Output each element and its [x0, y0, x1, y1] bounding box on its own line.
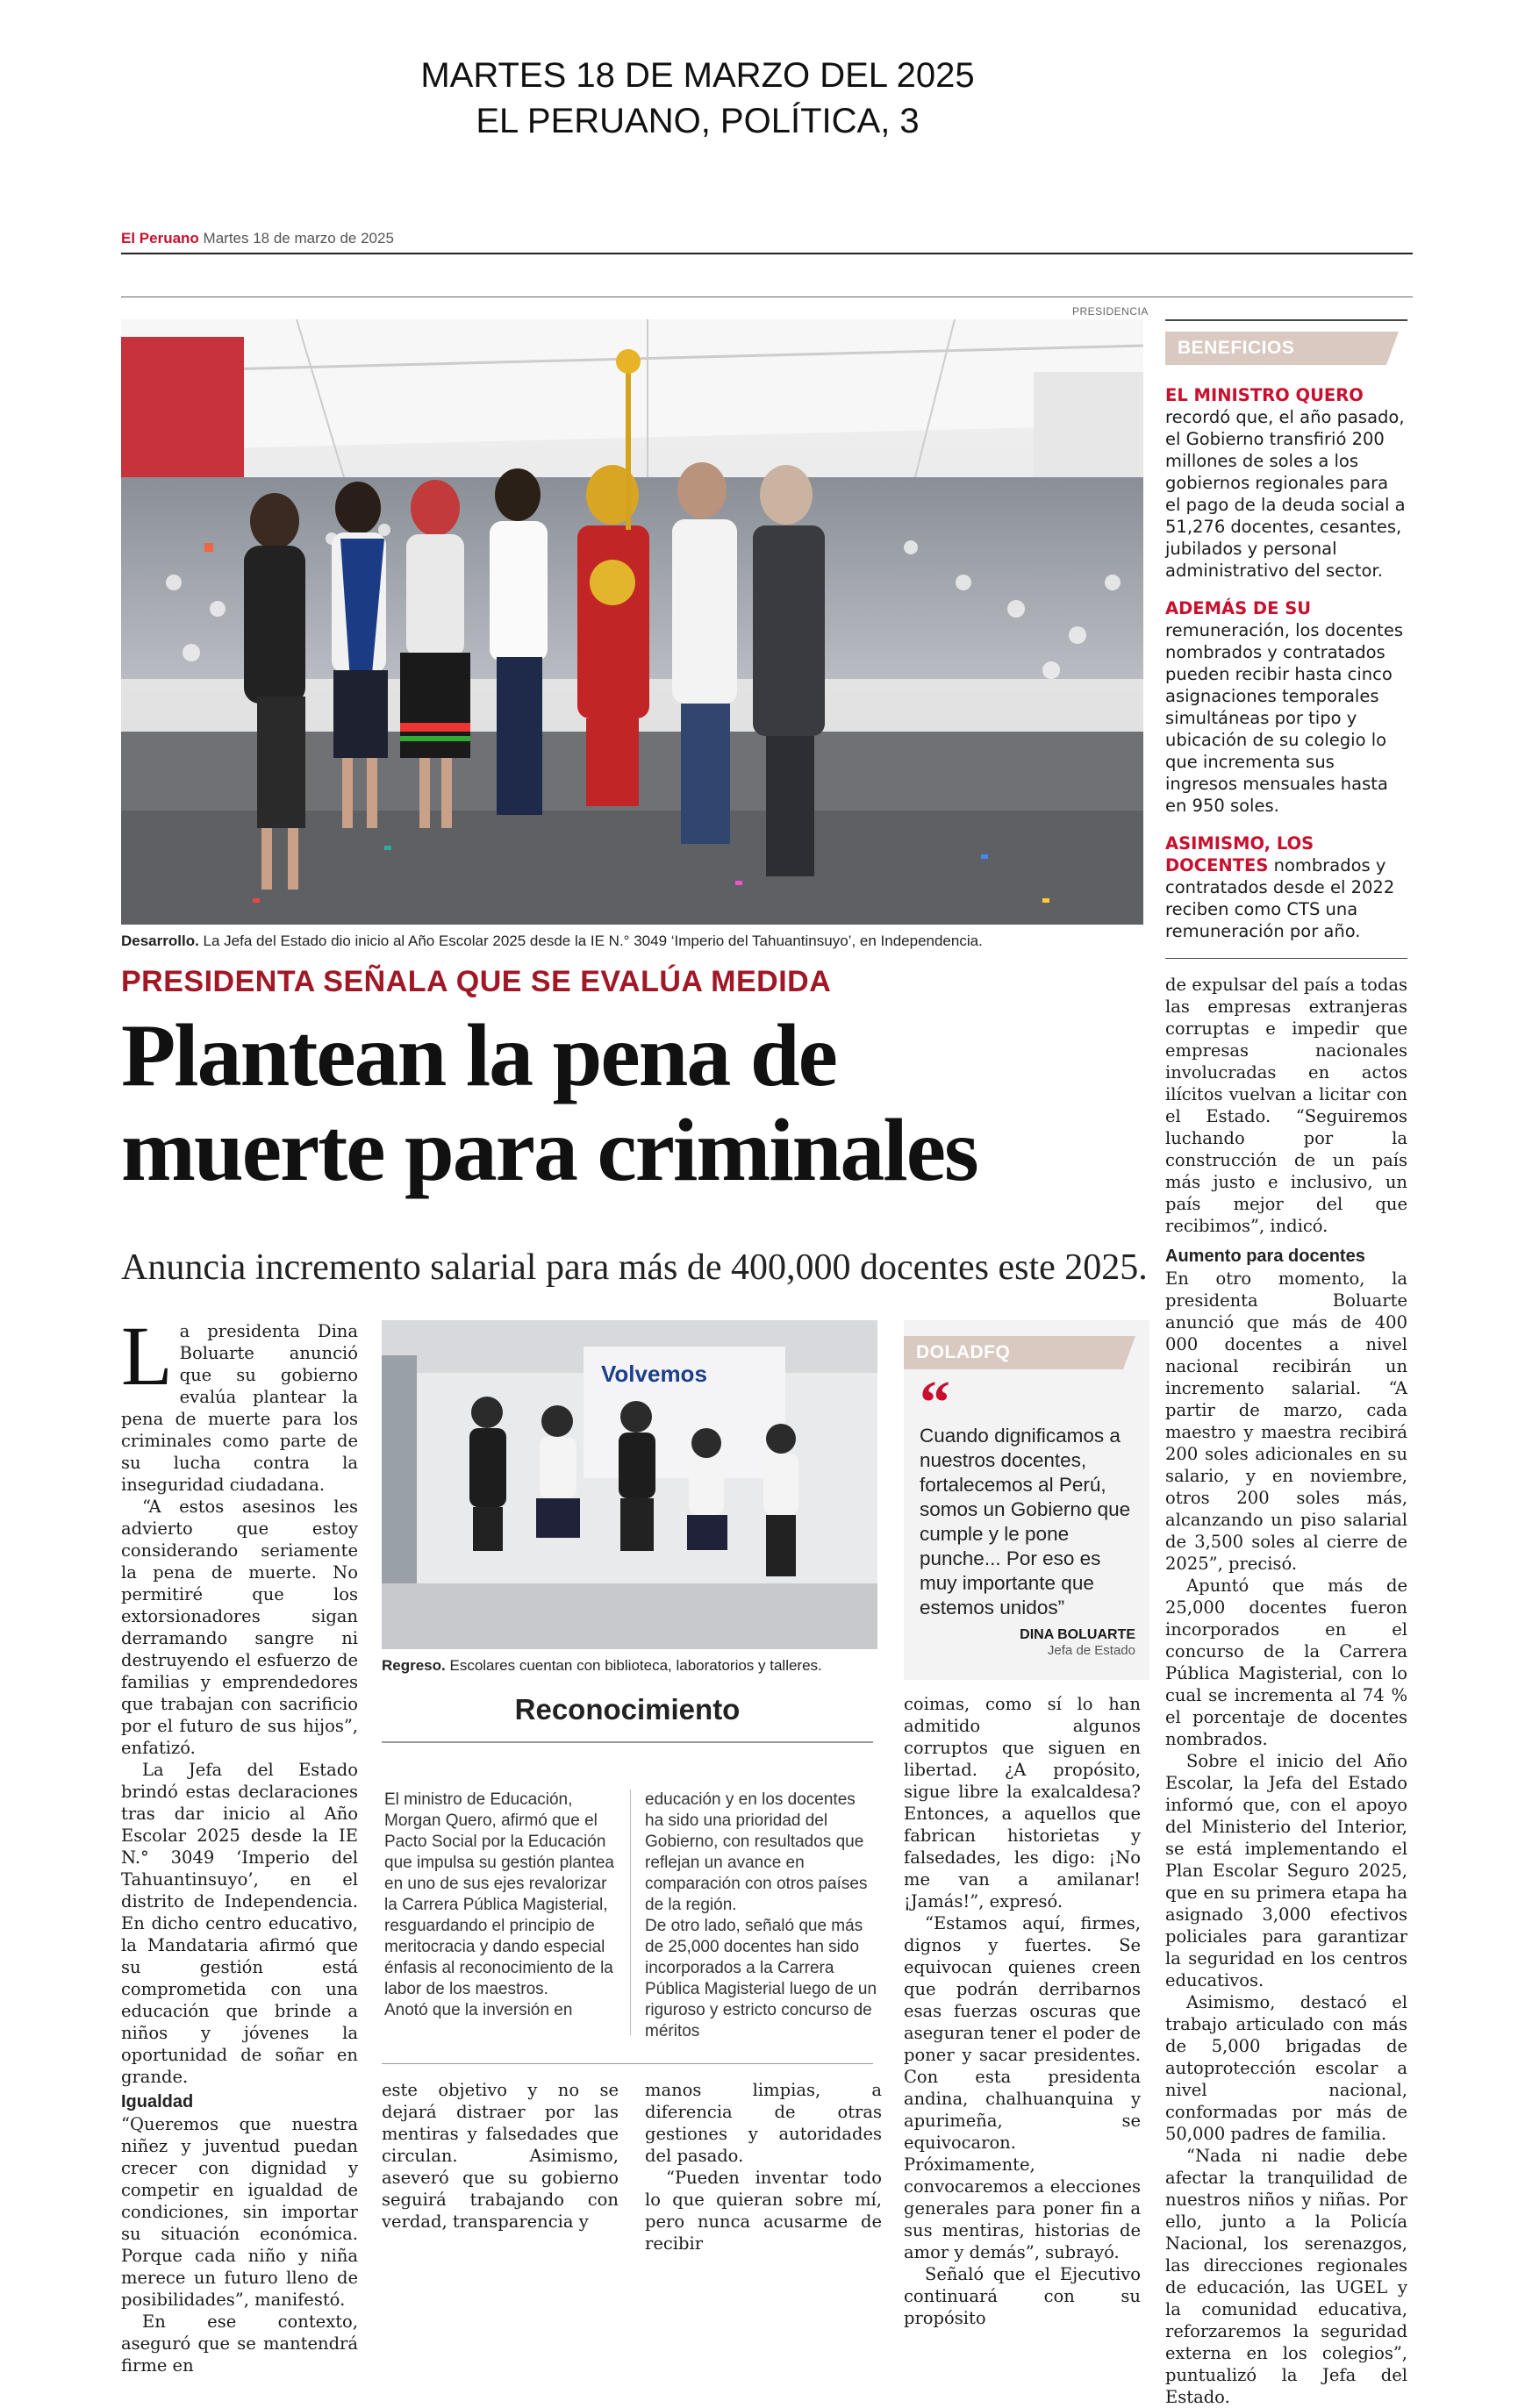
second-photo-illustration [382, 1320, 877, 1649]
article-column-3 [645, 2079, 882, 2254]
beneficios-lead: ADEMÁS DE SU [1165, 598, 1312, 618]
paragraph: Sobre el inicio del Año Escolar, la Jefa del Estado informó que, con el apoyo del Ministerio del Interior, se está implementando el Plan Escolar Seguro 2025, que en su primera etapa ha asignado 3,000 efectivos policiales para garantizar la seguridad en los centros educativos. [1165, 1751, 1407, 1990]
column-divider [630, 1790, 631, 2035]
caption-label: Regreso. [382, 1657, 446, 1674]
header-date-line: MARTES 18 DE MARZO DEL 2025 [420, 56, 975, 95]
running-head [121, 230, 394, 247]
beneficios-text: remuneración, los docentes nombrados y contratados pueden recibir hasta cinco asignaciones temporales simultáneas por tipo y ubicación de su colegio lo que incrementa sus ingresos mensuales hasta en 950 soles. [1165, 620, 1403, 816]
paragraph: En ese contexto, aseguró que se mantendrá firme en [121, 2312, 358, 2376]
reconocimiento-text: Anotó que la inversión en [384, 2001, 573, 2019]
headline-line-2: muerte para criminales [121, 1101, 977, 1200]
paragraph: “Pueden inventar todo lo que quieran sobre mí, pero nunca acusarme de recibir [645, 2168, 882, 2254]
beneficios-body [1165, 384, 1407, 942]
top-rule [121, 253, 1413, 254]
reconocimiento-text: educación y en los docentes ha sido una prioridad del Gobierno, con resultados que reflejan un avance en comparación con otros países de la región. [645, 1790, 868, 1914]
running-head-date: Martes 18 de marzo de 2025 [203, 230, 394, 247]
paragraph: manos limpias, a diferencia de otras gestiones y autoridades del pasado. [645, 2080, 882, 2166]
main-photo-caption [121, 932, 1143, 951]
paragraph: “A estos asesinos les advierto que estoy considerando seriamente la pena de muerte. No permitiré que los extorsionadores sigan derramando sangre ni destruyendo el esfuerzo de familias y emprendedores que trabajan con sacrificio por el futuro de sus hijos”, enfatizó. [121, 1497, 358, 1758]
paragraph: Señaló que el Ejecutivo continuará con su propósito [904, 2264, 1141, 2328]
paragraph: Apuntó que más de 25,000 docentes fueron incorporados en el concurso de la Carrera Pública Magisterial, con lo cual se incrementa al 74 % el porcentaje de docentes nombrados. [1165, 1576, 1407, 1749]
reconocimiento-text: De otro lado, señaló que más de 25,000 docentes han sido incorporados a la Carrera Pública Magisterial luego de un riguroso y estricto concurso de méritos [645, 1917, 877, 2040]
quote-text: Cuando dignificamos a nuestros docentes, fortalecemos al Perú, somos un Gobierno que cumple y le pone punche... Por eso es muy importante que estemos unidos” [920, 1425, 1131, 1618]
beneficios-lead: EL MINISTRO QUERO [1165, 385, 1364, 405]
quote-box [904, 1320, 1149, 1680]
article-column-5 [1165, 974, 1407, 2408]
main-photo [121, 319, 1143, 925]
beneficios-item [1165, 832, 1407, 942]
second-photo [382, 1320, 877, 1649]
headline-line-1: Plantean la pena de [121, 1006, 836, 1105]
subheading: Aumento para docentes [1165, 1247, 1365, 1266]
reconocimiento-col-b [645, 1790, 877, 2042]
paragraph: “Nada ni nadie debe afectar la tranquilidad de nuestros niños y niñas. Por ello, junto a la Policía Nacional, los serenazgos, las direcciones regionales de educación, las UGEL y la comunidad educativa, reforzaremos la seguridad externa en los colegios”, puntualizó la Jefa del Estado. [1165, 2146, 1407, 2407]
caption-text: Escolares cuentan con biblioteca, laboratorios y talleres. [449, 1657, 822, 1674]
drop-cap: L [121, 1309, 173, 1403]
brand-name: El Peruano [121, 230, 199, 247]
beneficios-item [1165, 597, 1407, 817]
beneficios-tag: BENEFICIOS [1165, 332, 1386, 365]
headline [121, 1006, 1156, 1200]
quote-mark-icon: “ [920, 1369, 950, 1437]
quote-role: Jefa de Estado [1047, 1643, 1135, 1658]
page-header [0, 53, 1395, 144]
paragraph: En otro momento, la presidenta Boluarte anunció que más de 400 000 docentes a nivel nacional recibirán un incremento salarial. “A partir de marzo, cada maestro y maestra recibirá 200 soles adicionales en su salario, y en noviembre, otros 200 soles más, alcanzando un piso salarial de 3,500 soles al cierre de 2025”, precisó. [1165, 1268, 1407, 1574]
paragraph: Asimismo, destacó el trabajo articulado con más de 5,000 brigadas de autoprotección escolar a nivel nacional, conformadas por más de 50,000 padres de familia. [1165, 1992, 1407, 2144]
beneficios-text: recordó que, el año pasado, el Gobierno transfirió 200 millones de soles a los gobiernos regionales para el pago de la deuda social a 51,276 docentes, cesantes, jubilados y personal administrativo del sector. [1165, 407, 1406, 581]
sidebar-bottom-rule [1165, 958, 1407, 959]
sidebar-top-rule [1165, 319, 1407, 321]
photo-credit: PRESIDENCIA [1072, 305, 1149, 318]
reconocimiento-rule [382, 1741, 873, 1743]
paragraph: “Queremos que nuestra niñez y juventud puedan crecer con dignidad y competir en igualdad de condiciones, sin importar su situación económica. Porque cada niño y niña merece un futuro lleno de posibilidades”, manifestó. [121, 2114, 358, 2310]
beneficios-text: nombrados y contratados desde el 2022 reciben como CTS una remuneración por año. [1165, 855, 1395, 941]
subheading: Igualdad [121, 2092, 194, 2111]
paragraph: este objetivo y no se dejará distraer por las mentiras y falsedades que circulan. Asimismo, aseveró que su gobierno seguirá trabajando con verdad, transparencia y [382, 2080, 619, 2232]
paragraph: coimas, como sí lo han admitido algunos corruptos que siguen en libertad. ¿A propósito, sigue libre la exalcaldesa? Entonces, a aquellos que fabrican historietas y falsedades, les digo: ¡No me van a amilanar! ¡Jamás!”, expresó. [904, 1694, 1141, 1911]
reconocimiento-col-a [384, 1790, 621, 2021]
main-photo-illustration [121, 319, 1143, 925]
paragraph: “Estamos aquí, firmes, dignos y fuertes. Se equivocan quienes creen que podrán derribarnos esas fuerzas oscuras que aseguran tener el poder de poner y sacar presidentes. Con esta presidenta andina, chalhuanquina y apurimeña, se equivocaron. Próximamente, convocaremos a elecciones generales para poner fin a sus mentiras, historias de amor y demás”, subrayó. [904, 1913, 1141, 2262]
article-column-2 [382, 2079, 619, 2233]
second-photo-caption [382, 1656, 877, 1676]
caption-text: La Jefa del Estado dio inicio al Año Escolar 2025 desde la IE N.° 3049 ‘Imperio del Tahuantinsuyo’, en Independencia. [203, 932, 983, 949]
beneficios-lead: ASIMISMO, LOS DOCENTES [1165, 833, 1314, 875]
quote-attribution [1020, 1627, 1135, 1658]
paragraph: de expulsar del país a todas las empresas extranjeras corruptas e impedir que empresas nacionales involucradas en actos ilícitos vuelvan a licitar con el Estado. “Seguiremos luchando por la construcción de un país más justo e inclusivo, un país mejor del que recibimos”, indicó. [1165, 975, 1407, 1236]
caption-label: Desarrollo. [121, 932, 199, 949]
kicker: PRESIDENTA SEÑALA QUE SE EVALÚA MEDIDA [121, 965, 832, 998]
reconocimiento-title: Reconocimiento [514, 1693, 741, 1726]
paragraph: a presidenta Dina Boluarte anunció que su gobierno evalúa plantear la pena de muerte para los criminales como parte de su lucha contra la inseguridad ciudadana. [121, 1321, 358, 1495]
beneficios-item [1165, 384, 1407, 582]
reconocimiento-text: El ministro de Educación, Morgan Quero, afirmó que el Pacto Social por la Educación que impulsa su gestión plantea en uno de sus ejes revalorizar la Carrera Pública Magisterial, resguardando el principio de meritocracia y dando especial énfasis al reconocimiento de la labor de los maestros. [384, 1790, 614, 1998]
deck: Anuncia incremento salarial para más de 400,000 docentes este 2025. [121, 1247, 1148, 1288]
banner-text: Volvemos [601, 1361, 707, 1387]
article-column-1 [121, 1309, 358, 2376]
reconocimiento-bottom-rule [382, 2063, 873, 2064]
quote-tag: DOLADFQ [904, 1336, 1123, 1369]
header-section-line: EL PERUANO, POLÍTICA, 3 [476, 102, 920, 140]
paragraph: La Jefa del Estado brindó estas declaraciones tras dar inicio al Año Escolar 2025 desde la IE N.° 3049 ‘Imperio del Tahuantinsuyo’, en el distrito de Independencia. En dicho centro educativo, la Mandataria afirmó que su gestión está comprometida con una educación que brinde a niños y jóvenes la oportunidad de soñar en grande. [121, 1760, 358, 2087]
quote-author: DINA BOLUARTE [1020, 1627, 1135, 1642]
article-column-4 [904, 1693, 1141, 2329]
